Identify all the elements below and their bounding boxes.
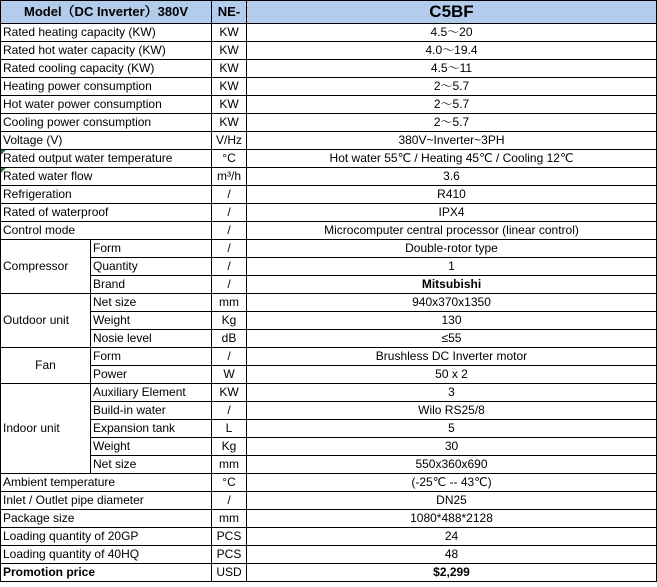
group-label-outdoor: Outdoor unit	[1, 294, 91, 348]
promotion-price-label: Promotion price	[1, 564, 212, 582]
row-unit: KW	[212, 78, 247, 96]
row-value: Double-rotor type	[247, 240, 657, 258]
table-row	[1, 96, 657, 114]
row-unit: /	[212, 186, 247, 204]
row-value: (-25℃ -- 43℃)	[247, 474, 657, 492]
row-value: 30	[247, 438, 657, 456]
row-label: Ambient temperature	[1, 474, 212, 492]
row-value: 130	[247, 312, 657, 330]
row-unit: /	[212, 222, 247, 240]
row-value: 4.0～19.4	[247, 42, 657, 60]
table-row	[1, 330, 657, 348]
table-row	[1, 150, 657, 168]
table-row	[1, 204, 657, 222]
row-unit: mm	[212, 294, 247, 312]
row-label: Loading quantity of 20GP	[1, 528, 212, 546]
table-row	[1, 132, 657, 150]
row-label: Rated hot water capacity (KW)	[1, 42, 212, 60]
row-value: R410	[247, 186, 657, 204]
row-unit: °C	[212, 474, 247, 492]
table-row	[1, 438, 657, 456]
row-value: Mitsubishi	[247, 276, 657, 294]
row-value: DN25	[247, 492, 657, 510]
row-label: Loading quantity of 40HQ	[1, 546, 212, 564]
row-unit: KW	[212, 114, 247, 132]
row-label: Quantity	[91, 258, 212, 276]
table-row	[1, 240, 657, 258]
row-value: 2～5.7	[247, 96, 657, 114]
row-label: Hot water power consumption	[1, 96, 212, 114]
row-label: Rated of waterproof	[1, 204, 212, 222]
table-row	[1, 402, 657, 420]
table-row	[1, 510, 657, 528]
row-value: 5	[247, 420, 657, 438]
table-row	[1, 24, 657, 42]
row-value: 550x360x690	[247, 456, 657, 474]
row-label: Voltage (V)	[1, 132, 212, 150]
row-value: 2～5.7	[247, 78, 657, 96]
table-row	[1, 474, 657, 492]
row-label: Rated cooling capacity (KW)	[1, 60, 212, 78]
row-unit: W	[212, 366, 247, 384]
row-unit: m³/h	[212, 168, 247, 186]
row-label: Rated heating capacity (KW)	[1, 24, 212, 42]
row-value: 48	[247, 546, 657, 564]
row-unit: °C	[212, 150, 247, 168]
row-unit: /	[212, 258, 247, 276]
header-model-label: Model（DC Inverter）380V	[1, 1, 212, 24]
row-label: Build-in water	[91, 402, 212, 420]
row-unit: dB	[212, 330, 247, 348]
row-unit: /	[212, 492, 247, 510]
row-value: Brushless DC Inverter motor	[247, 348, 657, 366]
row-value: 1	[247, 258, 657, 276]
row-unit: PCS	[212, 528, 247, 546]
row-value: 2～5.7	[247, 114, 657, 132]
table-row	[1, 78, 657, 96]
row-label: Expansion tank	[91, 420, 212, 438]
table-row	[1, 420, 657, 438]
row-label: Net size	[91, 294, 212, 312]
table-row	[1, 222, 657, 240]
row-label: Rated water flow	[1, 168, 212, 186]
row-unit: V/Hz	[212, 132, 247, 150]
row-unit: KW	[212, 60, 247, 78]
table-row	[1, 42, 657, 60]
table-row	[1, 294, 657, 312]
row-value: Wilo RS25/8	[247, 402, 657, 420]
table-row	[1, 456, 657, 474]
row-value: 50 x 2	[247, 366, 657, 384]
row-unit: L	[212, 420, 247, 438]
table-row	[1, 276, 657, 294]
table-row	[1, 528, 657, 546]
row-unit: /	[212, 348, 247, 366]
row-unit: KW	[212, 96, 247, 114]
row-label: Heating power consumption	[1, 78, 212, 96]
table-row	[1, 312, 657, 330]
table-row	[1, 168, 657, 186]
row-label: Brand	[91, 276, 212, 294]
row-label: Cooling power consumption	[1, 114, 212, 132]
row-label: Form	[91, 240, 212, 258]
table-row	[1, 186, 657, 204]
row-label: Auxiliary Element	[91, 384, 212, 402]
row-unit: KW	[212, 384, 247, 402]
row-value: 24	[247, 528, 657, 546]
table-row	[1, 348, 657, 366]
row-unit: /	[212, 402, 247, 420]
row-label: Inlet / Outlet pipe diameter	[1, 492, 212, 510]
group-label-fan: Fan	[1, 348, 91, 384]
row-value: 940x370x1350	[247, 294, 657, 312]
table-row	[1, 492, 657, 510]
table-row	[1, 114, 657, 132]
row-value: Microcomputer central processor (linear control)	[247, 222, 657, 240]
row-value: 4.5～20	[247, 24, 657, 42]
row-unit: /	[212, 240, 247, 258]
group-label-compressor: Compressor	[1, 240, 91, 294]
row-unit: Kg	[212, 312, 247, 330]
row-label: Net size	[91, 456, 212, 474]
row-value: IPX4	[247, 204, 657, 222]
row-value: 1080*488*2128	[247, 510, 657, 528]
row-unit: USD	[212, 564, 247, 582]
promotion-price-value: $2,299	[247, 564, 657, 582]
row-unit: Kg	[212, 438, 247, 456]
row-label: Refrigeration	[1, 186, 212, 204]
table-row	[1, 564, 657, 582]
row-label: Form	[91, 348, 212, 366]
table-row	[1, 366, 657, 384]
row-unit: /	[212, 204, 247, 222]
row-label: Power	[91, 366, 212, 384]
row-value: 3.6	[247, 168, 657, 186]
row-unit: mm	[212, 510, 247, 528]
table-row	[1, 546, 657, 564]
table-row	[1, 60, 657, 78]
row-label: Weight	[91, 438, 212, 456]
row-value: ≤55	[247, 330, 657, 348]
group-label-indoor: Indoor unit	[1, 384, 91, 474]
row-label: Nosie level	[91, 330, 212, 348]
table-header-row	[1, 1, 657, 24]
row-value: 380V~Inverter~3PH	[247, 132, 657, 150]
row-value: Hot water 55℃ / Heating 45℃ / Cooling 12℃	[247, 150, 657, 168]
header-unit: NE-	[212, 1, 247, 24]
row-unit: KW	[212, 24, 247, 42]
row-value: 4.5～11	[247, 60, 657, 78]
row-label: Control mode	[1, 222, 212, 240]
row-unit: /	[212, 276, 247, 294]
header-model-name: C5BF	[247, 1, 657, 24]
row-label: Rated output water temperature	[1, 150, 212, 168]
row-unit: KW	[212, 42, 247, 60]
row-unit: PCS	[212, 546, 247, 564]
row-label: Weight	[91, 312, 212, 330]
row-unit: mm	[212, 456, 247, 474]
row-label: Package size	[1, 510, 212, 528]
table-row	[1, 384, 657, 402]
table-row	[1, 258, 657, 276]
row-value: 3	[247, 384, 657, 402]
